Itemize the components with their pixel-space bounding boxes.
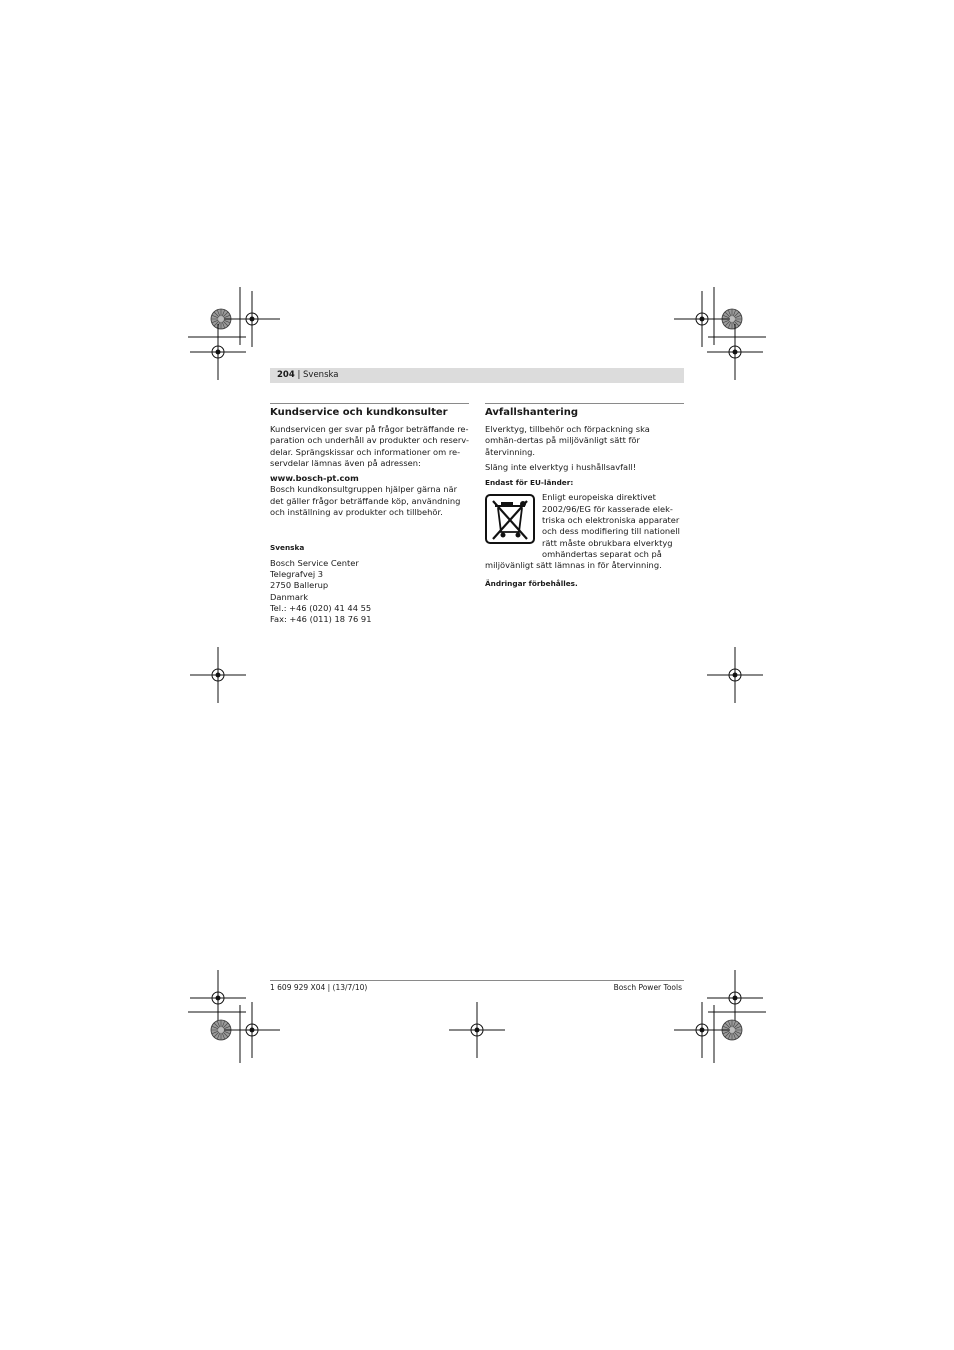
header-separator: | bbox=[294, 370, 304, 380]
address-line: Telegrafvej 3 bbox=[270, 568, 324, 579]
changes-note: Ändringar förbehålles. bbox=[485, 578, 578, 588]
footer-doc-number: 1 609 929 X04 | (13/7/10) bbox=[270, 983, 368, 992]
address-line: Bosch Service Center bbox=[270, 557, 359, 568]
section-heading-customer-service: Kundservice och kundkonsulter bbox=[270, 407, 448, 418]
page-number: 204 bbox=[277, 370, 295, 380]
disposal-warning: Släng inte elverktyg i hushållsavfall! bbox=[485, 461, 637, 472]
address-line: Danmark bbox=[270, 591, 309, 602]
section-heading-disposal: Avfallshantering bbox=[485, 407, 578, 418]
section-rule bbox=[485, 403, 684, 404]
weee-text-line: triska och elektroniska apparater bbox=[542, 515, 680, 526]
phone-line: Tel.: +46 (020) 41 44 55 bbox=[270, 602, 372, 613]
address-line: 2750 Ballerup bbox=[270, 580, 329, 591]
footer-rule bbox=[270, 980, 684, 981]
weee-text-line: rätt måste obrukbara elverktyg bbox=[542, 537, 673, 548]
weee-block bbox=[485, 492, 684, 571]
weee-text-line: Enligt europeiska direktivet bbox=[542, 492, 656, 503]
fax-line: Fax: +46 (011) 18 76 91 bbox=[270, 614, 372, 625]
section-rule bbox=[270, 403, 469, 404]
footer-brand: Bosch Power Tools bbox=[613, 983, 682, 992]
left-column bbox=[270, 403, 469, 625]
intro-paragraph: Kundservicen ger svar på frågor beträffande re-paration och underhåll av produkter och reserv-delar. Sprängskissar och informationer om re-servdelar lämnas även på adressen: bbox=[270, 424, 469, 468]
eu-heading: Endast för EU-länder: bbox=[485, 478, 574, 488]
consult-paragraph: Bosch kundkonsultgruppen hjälper gärna när det gäller frågor beträffande köp, användning och inställning av produkter och tillbehör. bbox=[270, 484, 461, 518]
weee-text-line: 2002/96/EG för kasserade elek- bbox=[542, 503, 673, 514]
website-url: www.bosch-pt.com bbox=[270, 473, 359, 484]
country-heading: Svenska bbox=[270, 543, 305, 553]
weee-text-line: och dess modifiering till nationell bbox=[542, 526, 680, 537]
service-address bbox=[270, 558, 469, 626]
page-header bbox=[277, 369, 338, 382]
crossed-out-wheelie-bin-icon bbox=[485, 494, 535, 544]
weee-text-tail: miljövänligt sätt lämnas in för återvinning. bbox=[485, 560, 662, 571]
header-language: Svenska bbox=[303, 370, 339, 380]
weee-text-line: omhändertas separat och på bbox=[542, 548, 662, 559]
right-column bbox=[485, 403, 684, 589]
disposal-paragraph: Elverktyg, tillbehör och förpackning ska omhän-dertas på miljövänligt sätt för återvinning. bbox=[485, 424, 650, 457]
